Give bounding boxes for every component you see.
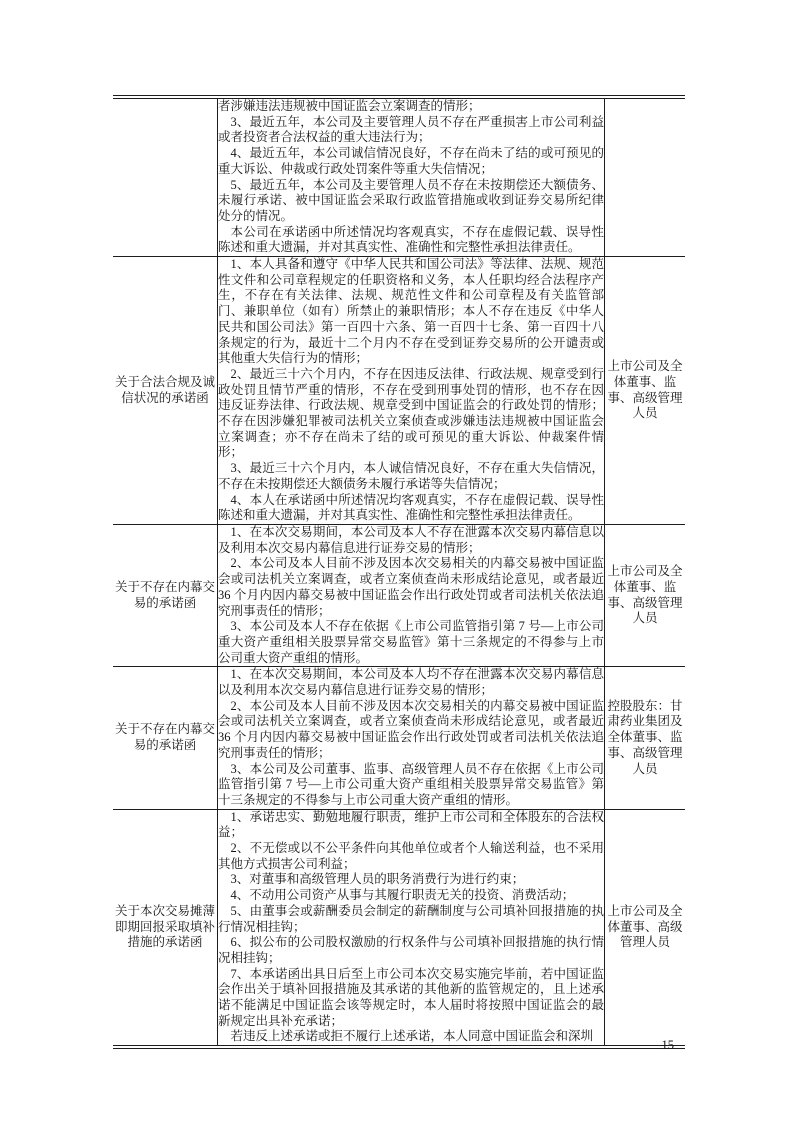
applicable-party-cell [605,97,686,257]
table-row [113,97,685,257]
commitment-name-cell: 关于本次交易摊薄即期回报采取填补措施的承诺函 [113,809,218,1047]
content-paragraph: 3、最近三十六个月内，本人诚信情况良好，不存在重大失信情况，不存在未按期偿还大额债务未履行承诺等失信情况； [218,461,604,491]
content-paragraph: 2、最近三十六个月内，不存在因违反法律、行政法规、规章受到行政处罚且情节严重的情形，不存在受到刑事处罚的情形，也不存在因违反证券法律、行政法规、规章受到中国证监会的行政处罚的情形；不存在因涉嫌犯罪被司法机关立案侦查或涉嫌违法违规被中国证监会立案调查；亦不存在尚未了结的或可预见的重大诉讼、仲裁案件情形； [218,366,604,460]
content-paragraph: 5、最近五年，本公司及主要管理人员不存在未按期偿还大额债务、未履行承诺、被中国证监会采取行政监管措施或收到证券交易所纪律处分的情况。 [218,177,604,223]
commitments-table-body [113,97,685,1047]
table-row [113,257,685,525]
content-paragraph: 2、本公司及本人目前不涉及因本次交易相关的内幕交易被中国证监会或司法机关立案调查，或者立案侦查尚未形成结论意见，或者最近 36 个月内因内幕交易被中国证监会作出行政处罚或者司法机关依法追究刑事责任的情形； [218,556,604,618]
content-paragraph: 6、拟公布的公司股权激励的行权条件与公司填补回报措施的执行情况相挂钩； [218,935,604,965]
content-paragraph: 5、由董事会或薪酬委员会制定的薪酬制度与公司填补回报措施的执行情况相挂钩； [218,903,604,934]
applicable-party-cell: 上市公司及全体董事、高级管理人员 [605,809,686,1047]
page-number: 15 [661,1038,674,1052]
content-paragraph: 4、本人在承诺函中所述情况均客观真实，不存在虚假记载、误导性陈述和重大遗漏，并对其真实性、准确性和完整性承担法律责任。 [218,492,604,523]
commitment-content-cell [218,809,605,1047]
applicable-party-cell: 控股股东：甘肃药业集团及全体董事、监事、高级管理人员 [605,667,686,809]
content-paragraph: 3、最近五年，本公司及主要管理人员不存在严重损害上市公司利益或者投资者合法权益的重大违法行为； [218,114,604,145]
content-paragraph: 1、本人具备和遵守《中华人民共和国公司法》等法律、法规、规范性文件和公司章程规定的任职资格和义务，本人任职均经合法程序产生，不存在有关法律、法规、规范性文件和公司章程及有关监管部门、兼职单位（如有）所禁止的兼职情形；本人不存在违反《中华人民共和国公司法》第一百四十六条、第一百四十七条、第一百四十八条规定的行为，最近十二个月内不存在受到证券交易所的公开谴责或其他重大失信行为的情形； [218,257,604,366]
commitment-content-cell [218,524,605,666]
content-paragraph: 3、对董事和高级管理人员的职务消费行为进行约束； [230,872,525,887]
applicable-party-cell: 上市公司及全体董事、监事、高级管理人员 [605,257,686,525]
table-row [113,524,685,666]
content-paragraph: 本公司在承诺函中所述情况均客观真实，不存在虚假记载、误导性陈述和重大遗漏，并对其真实性、准确性和完整性承担法律责任。 [218,224,604,255]
content-paragraph: 4、最近五年，本公司诚信情况良好，不存在尚未了结的或可预见的重大诉讼、仲裁或行政处罚案件等重大失信情况； [218,146,604,176]
commitment-name-cell: 关于不存在内幕交易的承诺函 [113,667,218,809]
applicable-party-cell: 上市公司及全体董事、监事、高级管理人员 [605,524,686,666]
table-row [113,809,685,1047]
commitment-name-cell: 关于不存在内幕交易的承诺函 [113,524,218,666]
content-paragraph: 者涉嫌违法违规被中国证监会立案调查的情形； [218,99,481,113]
content-paragraph: 2、不无偿或以不公平条件向其他单位或者个人输送利益，也不采用其他方式损害公司利益； [218,841,604,871]
commitment-name-cell [113,97,218,257]
content-paragraph: 1、在本次交易期间，本公司及本人均不存在泄露本次交易内幕信息以及利用本次交易内幕信息进行证券交易的情形； [218,667,604,698]
commitment-name-cell: 关于合法合规及诚信状况的承诺函 [113,257,218,525]
content-paragraph: 3、本公司及公司董事、监事、高级管理人员不存在依据《上市公司监管指引第 7 号—上市公司重大资产重组相关股票异常交易监管》第十三条规定的不得参与上市公司重大资产重组的情形。 [218,761,604,807]
content-paragraph: 1、承诺忠实、勤勉地履行职责，维护上市公司和全体股东的合法权益； [218,809,604,840]
content-paragraph: 7、本承诺函出具日后至上市公司本次交易实施完毕前，若中国证监会作出关于填补回报措施及其承诺的其他新的监管规定的，且上述承诺不能满足中国证监会该等规定时，本人届时将按照中国证监会的最新规定出具补充承诺； [218,966,604,1028]
content-paragraph: 2、本公司及本人目前不涉及因本次交易相关的内幕交易被中国证监会或司法机关立案调查，或者立案侦查尚未形成结论意见，或者最近 36 个月内因内幕交易被中国证监会作出行政处罚或者司法机关依法追究刑事责任的情形； [218,698,604,760]
content-paragraph: 1、在本次交易期间，本公司及本人不存在泄露本次交易内幕信息以及利用本次交易内幕信息进行证券交易的情形； [218,524,604,555]
commitment-content-cell [218,257,605,525]
content-paragraph: 若违反上述承诺或拒不履行上述承诺，本人同意中国证监会和深圳 [230,1029,594,1044]
commitment-content-cell [218,97,605,257]
commitment-content-cell [218,667,605,809]
content-paragraph: 4、不动用公司资产从事与其履行职责无关的投资、消费活动； [230,888,575,903]
content-paragraph: 3、本公司及本人不存在依据《上市公司监管指引第 7 号—上市公司重大资产重组相关股票异常交易监管》第十三条规定的不得参与上市公司重大资产重组的情形。 [218,619,604,665]
commitments-table [113,95,685,1049]
table-row [113,667,685,809]
